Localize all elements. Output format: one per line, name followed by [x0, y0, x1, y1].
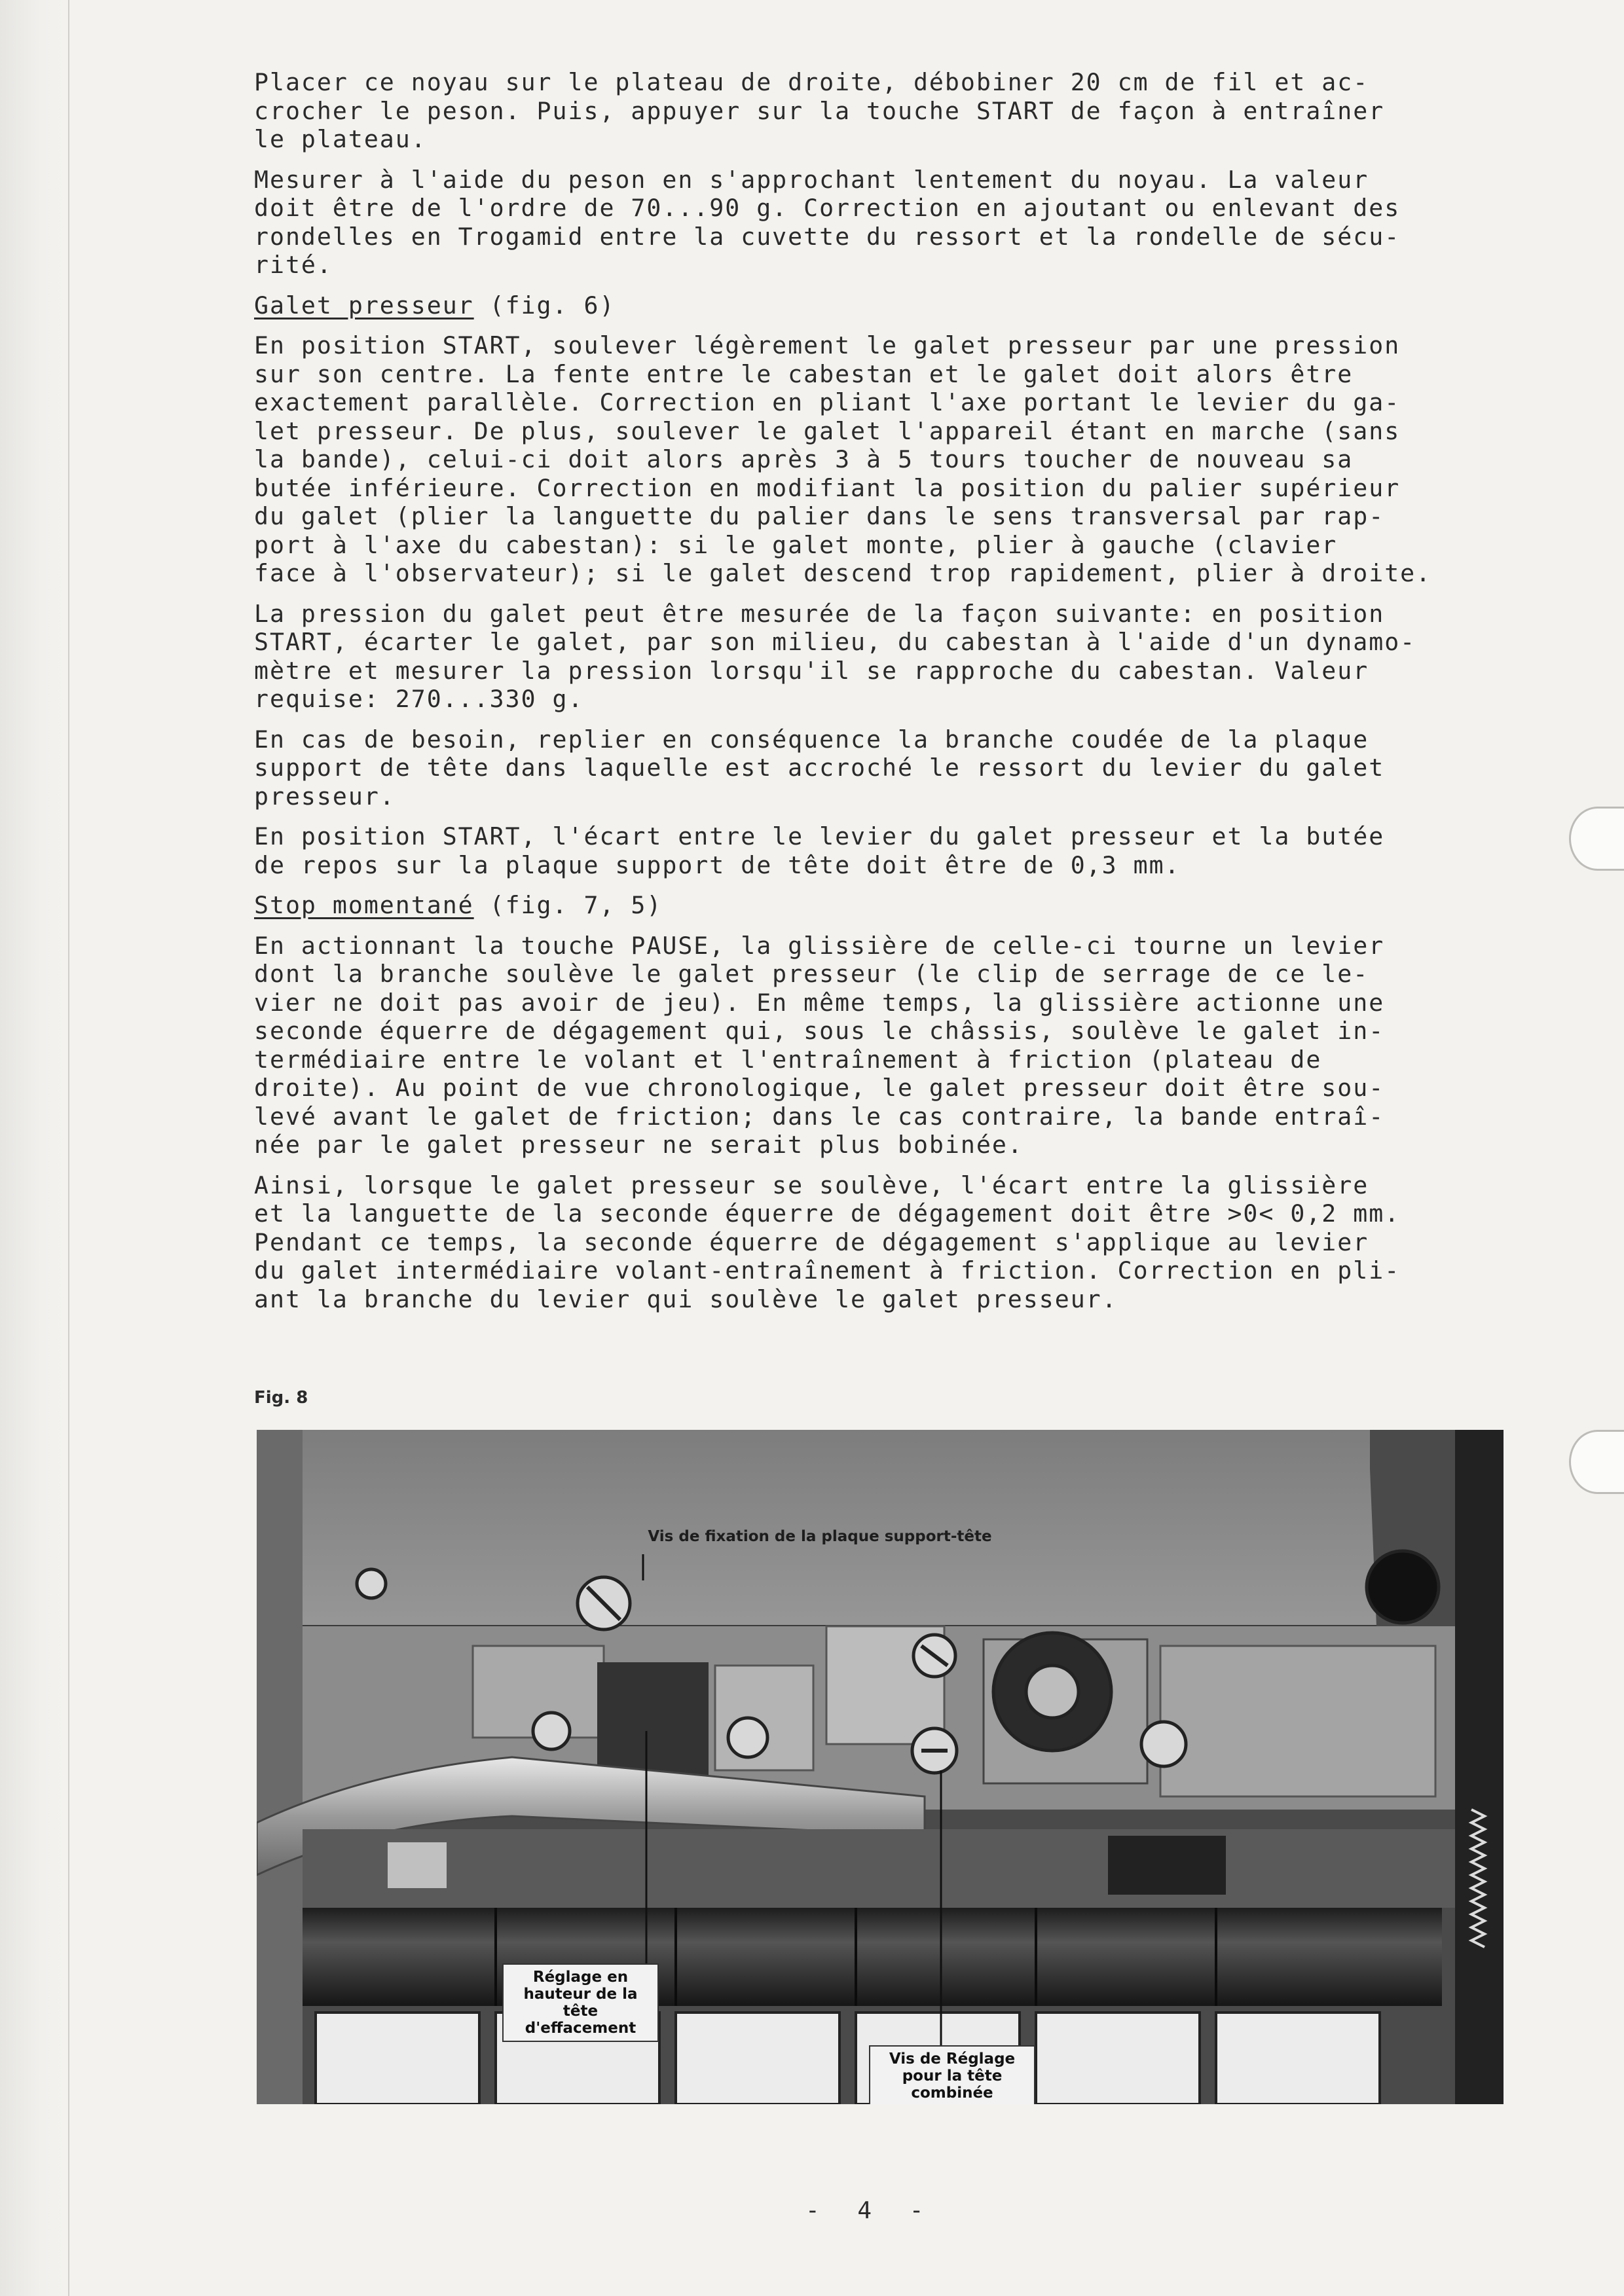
heading-galet-presseur [254, 291, 1538, 320]
text-line: de repos sur la plaque support de tête doit être de 0,3 mm. [254, 850, 1181, 879]
text-line: droite). Au point de vue chronologique, le galet presseur doit être sou- [254, 1074, 1385, 1102]
figure-label: Fig. 8 [254, 1388, 308, 1408]
text-line: face à l'observateur); si le galet descend trop rapidement, plier à droite. [254, 559, 1432, 587]
text-line: En actionnant la touche PAUSE, la glissière de celle-ci tourne un levier [254, 931, 1385, 960]
text-line: En position START, soulever légèrement le galet presseur par une pression [254, 331, 1401, 359]
text-line: et la languette de la seconde équerre de dégagement doit être >0< 0,2 mm. [254, 1199, 1401, 1228]
text-line: le plateau. [254, 125, 427, 153]
page-number: - 4 - [805, 2197, 936, 2224]
paragraph [254, 822, 1538, 879]
text-line: Ainsi, lorsque le galet presseur se soulève, l'écart entre la glissière [254, 1171, 1369, 1199]
figure-photo [257, 1430, 1504, 2104]
text-line: butée inférieure. Correction en modifiant la position du palier supérieur [254, 473, 1401, 502]
binding-strip [0, 0, 69, 2296]
galet-paragraphs [254, 331, 1538, 879]
paragraph [254, 68, 1538, 154]
text-line: dont la branche soulève le galet presseur (le clip de serrage de ce le- [254, 960, 1369, 988]
heading-stop-ref: (fig. 7, 5) [473, 891, 663, 919]
text-line: START, écarter le galet, par son milieu, du cabestan à l'aide d'un dynamo- [254, 628, 1416, 656]
heading-stop-title: Stop momentané [254, 891, 474, 919]
intro-paragraphs [254, 68, 1538, 280]
text-line: ant la branche du levier qui soulève le galet presseur. [254, 1285, 1118, 1313]
text-line: En position START, l'écart entre le levier du galet presseur et la butée [254, 822, 1385, 850]
text-line: seconde équerre de dégagement qui, sous le châssis, soulève le galet in- [254, 1017, 1385, 1045]
text-line: requise: 270...330 g. [254, 685, 584, 713]
text-line: doit être de l'ordre de 70...90 g. Correction en ajoutant ou enlevant des [254, 194, 1401, 222]
text-line: crocher le peson. Puis, appuyer sur la touche START de façon à entraîner [254, 96, 1385, 125]
paragraph [254, 1171, 1538, 1314]
punch-hole-lower [1569, 1430, 1624, 1494]
text-line: rité. [254, 251, 333, 279]
text-line: rondelles en Trogamid entre la cuvette du ressort et la rondelle de sécu- [254, 222, 1401, 251]
text-line: exactement parallèle. Correction en pliant l'axe portant le levier du ga- [254, 388, 1401, 416]
text-line: du galet intermédiaire volant-entraînement à friction. Correction en pli- [254, 1256, 1401, 1285]
paragraph [254, 331, 1538, 588]
paragraph [254, 166, 1538, 280]
text-line: support de tête dans laquelle est accroché le ressort du levier du galet [254, 754, 1385, 782]
stop-paragraphs [254, 932, 1538, 1314]
punch-hole-upper [1569, 807, 1624, 871]
text-line: port à l'axe du cabestan): si le galet monte, plier à gauche (clavier [254, 530, 1338, 559]
text-line: La pression du galet peut être mesurée de la façon suivante: en position [254, 599, 1385, 628]
text-line: termédiaire entre le volant et l'entraînement à friction (plateau de [254, 1045, 1322, 1074]
text-line: vier ne doit pas avoir de jeu). En même temps, la glissière actionne une [254, 988, 1385, 1017]
text-line: du galet (plier la languette du palier dans le sens transversal par rap- [254, 502, 1385, 530]
callout-erase-head: Réglage en hauteur de la tête d'effacement [502, 1963, 659, 2042]
text-line: Placer ce noyau sur le plateau de droite, débobiner 20 cm de fil et ac- [254, 68, 1369, 96]
callout-plate-screw: Vis de fixation de la plaque support-tête [648, 1528, 992, 1545]
text-line: presseur. [254, 782, 396, 811]
text-line: levé avant le galet de friction; dans le cas contraire, la bande entraî- [254, 1102, 1385, 1131]
text-line: let presseur. De plus, soulever le galet l'appareil étant en marche (sans [254, 416, 1401, 445]
heading-galet-ref: (fig. 6) [473, 291, 616, 319]
body-text [254, 68, 1538, 1325]
text-line: Mesurer à l'aide du peson en s'approchant lentement du noyau. La valeur [254, 165, 1369, 194]
text-line: mètre et mesurer la pression lorsqu'il se rapproche du cabestan. Valeur [254, 656, 1369, 685]
text-line: sur son centre. La fente entre le cabestan et le galet doit alors être [254, 359, 1354, 388]
callout-combined-head: Vis de Réglage pour la tête combinée [869, 2045, 1035, 2104]
paragraph [254, 932, 1538, 1159]
text-line: En cas de besoin, replier en conséquence la branche coudée de la plaque [254, 725, 1369, 754]
paragraph [254, 725, 1538, 811]
paragraph [254, 600, 1538, 714]
heading-stop-momentane [254, 891, 1538, 920]
text-line: la bande), celui-ci doit alors après 3 à 5 tours toucher de nouveau sa [254, 445, 1354, 473]
text-line: Pendant ce temps, la seconde équerre de dégagement s'applique au levier [254, 1228, 1369, 1256]
text-line: née par le galet presseur ne serait plus bobinée. [254, 1131, 1024, 1159]
heading-galet-title: Galet presseur [254, 291, 474, 319]
